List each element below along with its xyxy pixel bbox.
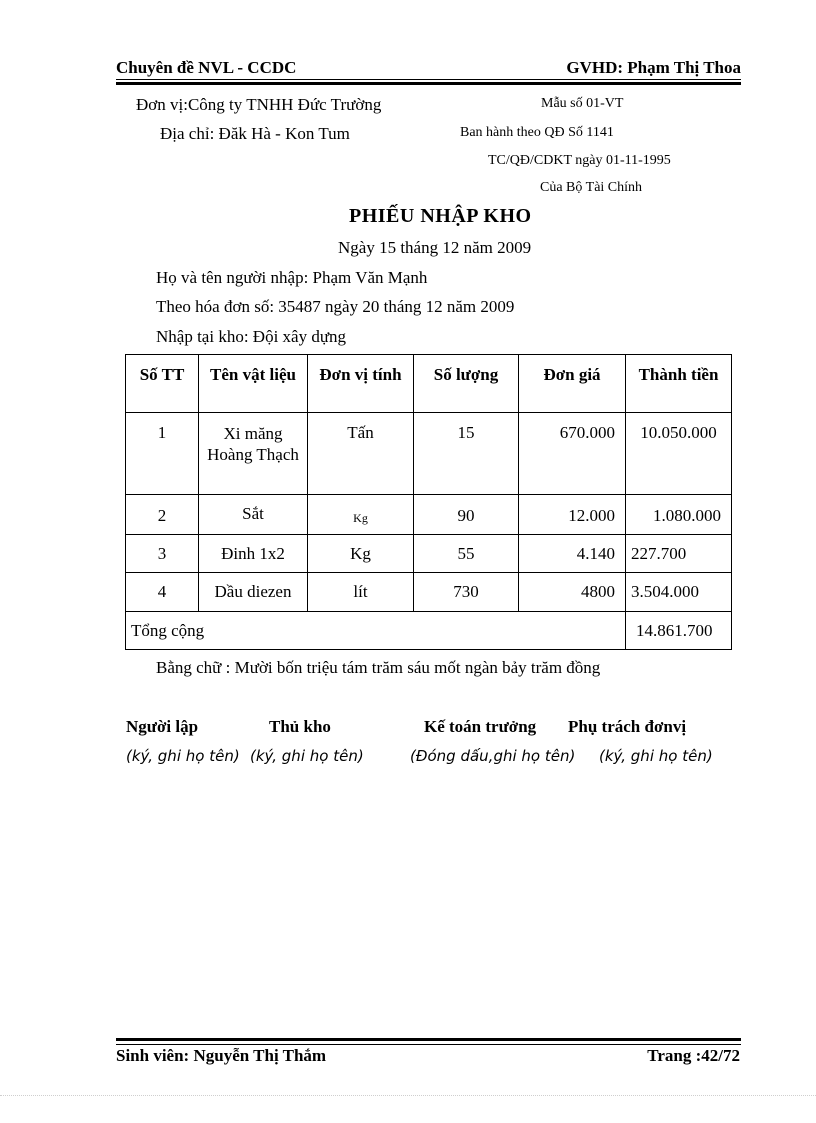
cell-price: 4800 [519,573,626,612]
cell-unit: Kg [308,535,414,573]
table-row [126,413,732,495]
signature-title-storekeeper: Thủ kho [269,717,331,736]
total-label: Tổng cộng [126,612,626,650]
footer-student: Sinh viên: Nguyễn Thị Thắm [116,1046,327,1065]
warehouse-field: Nhập tại kho: Đội xây dựng [156,327,347,346]
document-date: Ngày 15 tháng 12 năm 2009 [338,238,532,257]
header-left: Chuyên đề NVL - CCDC [116,58,297,77]
header-right: GVHD: Phạm Thị Thoa [566,58,741,77]
table-row [126,495,732,535]
cell-amount: 10.050.000 [626,413,732,495]
company-unit: Đơn vị:Công ty TNHH Đức Trường [136,95,382,114]
form-decree: Ban hành theo QĐ Số 1141 [460,125,614,140]
cell-name: Xi măng Hoàng Thạch [199,413,308,495]
amount-in-words: Bằng chữ : Mười bốn triệu tám trăm sáu mốt ngàn bảy trăm đồng [156,658,601,677]
cell-qty: 90 [414,495,519,535]
cell-amount: 1.080.000 [626,495,732,535]
company-address: Địa chỉ: Đăk Hà - Kon Tum [160,124,350,143]
cell-unit: lít [308,573,414,612]
signature-note-storekeeper: (ký, ghi họ tên) [250,747,364,765]
table-row [126,535,732,573]
table-total-row [126,612,732,650]
col-header-stt: Số TT [126,355,199,413]
cell-qty: 55 [414,535,519,573]
signature-note-unit-head: (ký, ghi họ tên) [599,747,713,765]
cell-price: 670.000 [519,413,626,495]
cell-stt: 4 [126,573,199,612]
cell-qty: 15 [414,413,519,495]
cell-stt: 3 [126,535,199,573]
signature-note-chief-accountant: (Đóng dấu,ghi họ tên) [410,747,576,765]
cell-stt: 2 [126,495,199,535]
form-ministry: Của Bộ Tài Chính [540,180,643,195]
cell-stt: 1 [126,413,199,495]
cell-amount: 3.504.000 [626,573,732,612]
signature-title-unit-head: Phụ trách đơnvị [568,717,687,736]
footer-page-number: Trang :42/72 [647,1046,740,1065]
cell-name: Sắt [199,495,308,535]
header-rule-thin [116,79,741,80]
col-header-name: Tên vật liệu [199,355,308,413]
receiver-field: Họ và tên người nhập: Phạm Văn Mạnh [156,268,428,287]
signature-title-chief-accountant: Kế toán trưởng [424,717,537,736]
total-value: 14.861.700 [626,612,732,650]
form-decree-date: TC/QĐ/CDKT ngày 01-11-1995 [488,153,671,168]
col-header-price: Đơn giá [519,355,626,413]
cell-unit: Tấn [308,413,414,495]
cell-price: 12.000 [519,495,626,535]
footer-rule-thin [116,1044,741,1045]
signature-title-preparer: Người lập [126,717,199,736]
col-header-amount: Thành tiền [626,355,732,413]
cell-amount: 227.700 [626,535,732,573]
page-title: PHIẾU NHẬP KHO [349,205,532,227]
receipt-table [125,354,732,650]
invoice-field: Theo hóa đơn số: 35487 ngày 20 tháng 12 năm 2009 [156,297,515,316]
table-row [126,573,732,612]
cell-unit: Kg [308,495,414,535]
form-code: Mẫu số 01-VT [541,96,624,111]
cell-name: Dầu diezen [199,573,308,612]
col-header-qty: Số lượng [414,355,519,413]
footer-rule-thick [116,1038,741,1041]
col-header-unit: Đơn vị tính [308,355,414,413]
cell-name: Đinh 1x2 [199,535,308,573]
signature-note-preparer: (ký, ghi họ tên) [126,747,240,765]
cell-price: 4.140 [519,535,626,573]
header-rule-thick [116,82,741,85]
page-bottom-divider [0,1095,816,1096]
cell-qty: 730 [414,573,519,612]
table-header-row [126,355,732,413]
